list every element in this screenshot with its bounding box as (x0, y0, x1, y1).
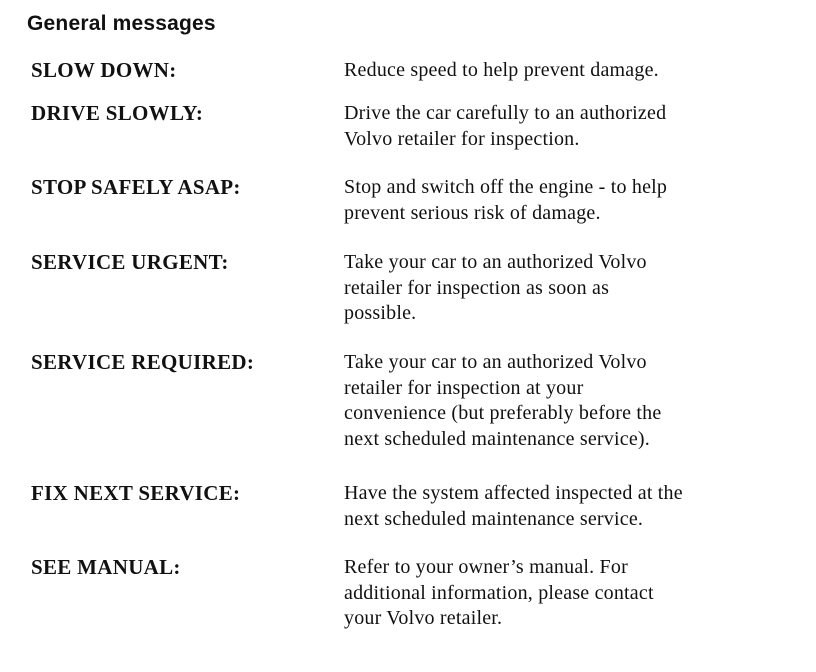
message-term: FIX NEXT SERVICE: (31, 481, 241, 505)
section-heading: General messages (27, 12, 216, 35)
message-term: SLOW DOWN: (31, 58, 177, 82)
message-term: STOP SAFELY ASAP: (31, 175, 241, 199)
message-term: SEE MANUAL: (31, 555, 181, 579)
message-description: Drive the car carefully to an authorized Volvo retailer for inspection. (344, 102, 667, 150)
message-description: Have the system affected inspected at the next scheduled maintenance service. (344, 482, 683, 530)
message-description: Take your car to an authorized Volvo retailer for inspection at your convenience (but preferably before the next scheduled maintenance service). (344, 351, 662, 450)
message-description: Refer to your owner’s manual. For additional information, please contact your Volvo retailer. (344, 556, 654, 629)
message-term: DRIVE SLOWLY: (31, 101, 204, 125)
message-description: Reduce speed to help prevent damage. (344, 59, 659, 81)
message-term: SERVICE REQUIRED: (31, 350, 255, 374)
message-description: Take your car to an authorized Volvo retailer for inspection as soon as possible. (344, 251, 647, 324)
message-description: Stop and switch off the engine - to help prevent serious risk of damage. (344, 176, 668, 224)
message-term: SERVICE URGENT: (31, 250, 229, 274)
